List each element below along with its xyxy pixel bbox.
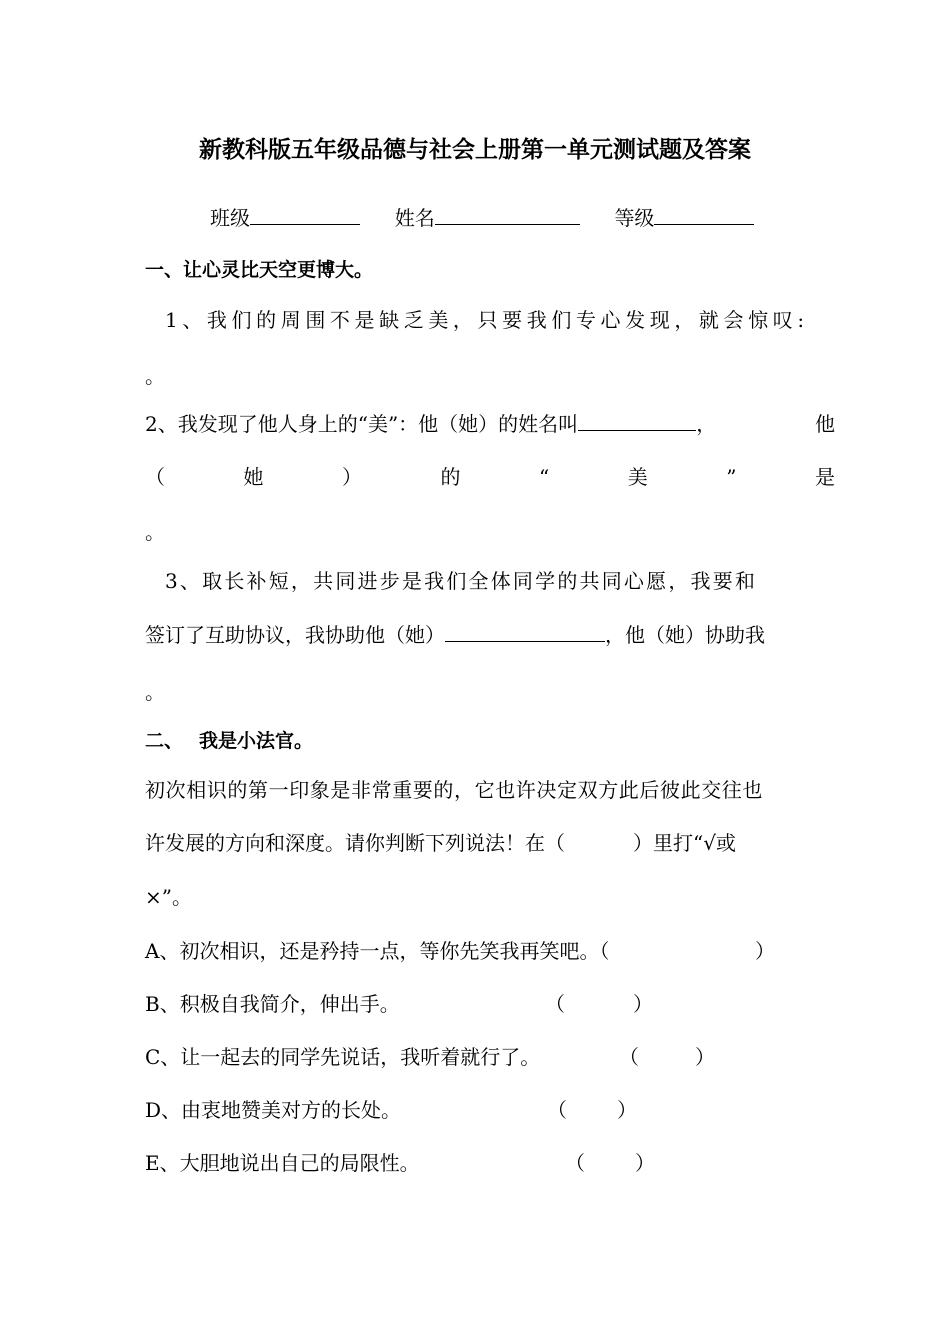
q2-word: 的 [440,465,461,489]
class-label: 班级 [210,206,250,230]
page-title: 新教科版五年级品德与社会上册第一单元测试题及答案 [199,137,751,163]
section2-intro-line3: ×”。 [145,885,192,909]
q3-text-a: 签订了互助协议，我协助他（她） [145,623,445,647]
item-close-paren: ） [695,1045,715,1069]
q2-word: ” [726,465,737,489]
section1-heading: 一、让心灵比天空更博大。 [145,259,374,281]
grade-blank [654,204,754,225]
grade-label: 等级 [614,206,655,230]
item-close-paren: ） [633,992,653,1016]
q2-line1 [145,410,835,438]
q2-word: ） [342,465,362,489]
q2-word: （ [145,465,165,489]
section2-intro-line1: 初次相识的第一印象是非常重要的，它也许决定双方此后彼此交往也 [145,778,763,802]
q2-word: 她 [243,465,264,489]
section2-title: 我是小法官。 [199,730,314,752]
item-text: D、由衷地赞美对方的长处。 [145,1098,402,1122]
name-blank [435,204,580,225]
judge-item-b [145,990,835,1018]
item-text: A、初次相识，还是矜持一点，等你先笑我再笑吧。（ [145,939,610,963]
info-line [210,204,770,232]
item-close-paren: ） [755,939,775,963]
judge-item-e [145,1149,835,1177]
name-label: 姓名 [394,206,435,230]
class-blank [250,204,360,225]
q2-line2 [145,463,835,491]
item-text: C、让一起去的同学先说话，我听着就行了。 [145,1045,541,1069]
q2-word: 是 [814,465,835,489]
q2-text-b: ， [696,412,717,436]
item-text: E、大胆地说出自己的局限性。 [145,1151,420,1175]
q3-help-blank [445,621,605,642]
item-close-paren: ） [617,1098,637,1122]
judge-item-d [145,1096,835,1124]
item-open-paren: （ [565,1151,585,1175]
q2-word: 美 [627,465,648,489]
q2-word: “ [539,465,550,489]
judge-item-c [145,1043,835,1071]
item-open-paren: （ [545,992,565,1016]
item-open-paren: （ [619,1045,639,1069]
q3-line2 [145,621,835,649]
q2-text-c: 他 [815,412,835,436]
q3-text-b: ，他（她）协助我 [605,623,765,647]
section2-number: 二、 [145,730,184,752]
section2-intro-line2 [145,829,835,857]
q1-text: 1、我们的周围不是缺乏美，只要我们专心发现，就会惊叹: [165,308,809,332]
item-open-paren: （ [547,1098,567,1122]
item-text: B、积极自我简介，伸出手。 [145,992,400,1016]
section2-heading [145,727,835,755]
q3-line1: 3、取长补短，共同进步是我们全体同学的共同心愿，我要和 [165,569,758,593]
q2-text-a: 2、我发现了他人身上的“美”：他（她）的姓名叫 [145,412,579,436]
q1-end: 。 [145,364,165,388]
intro-text-a: 许发展的方向和深度。请你判断下列说法！在（ [145,831,565,855]
q2-name-blank [578,410,696,431]
item-close-paren: ） [635,1151,655,1175]
judge-item-a [145,937,835,965]
q2-end: 。 [145,520,165,544]
intro-text-b: ）里打“√或 [633,831,736,855]
q3-end: 。 [145,680,165,704]
